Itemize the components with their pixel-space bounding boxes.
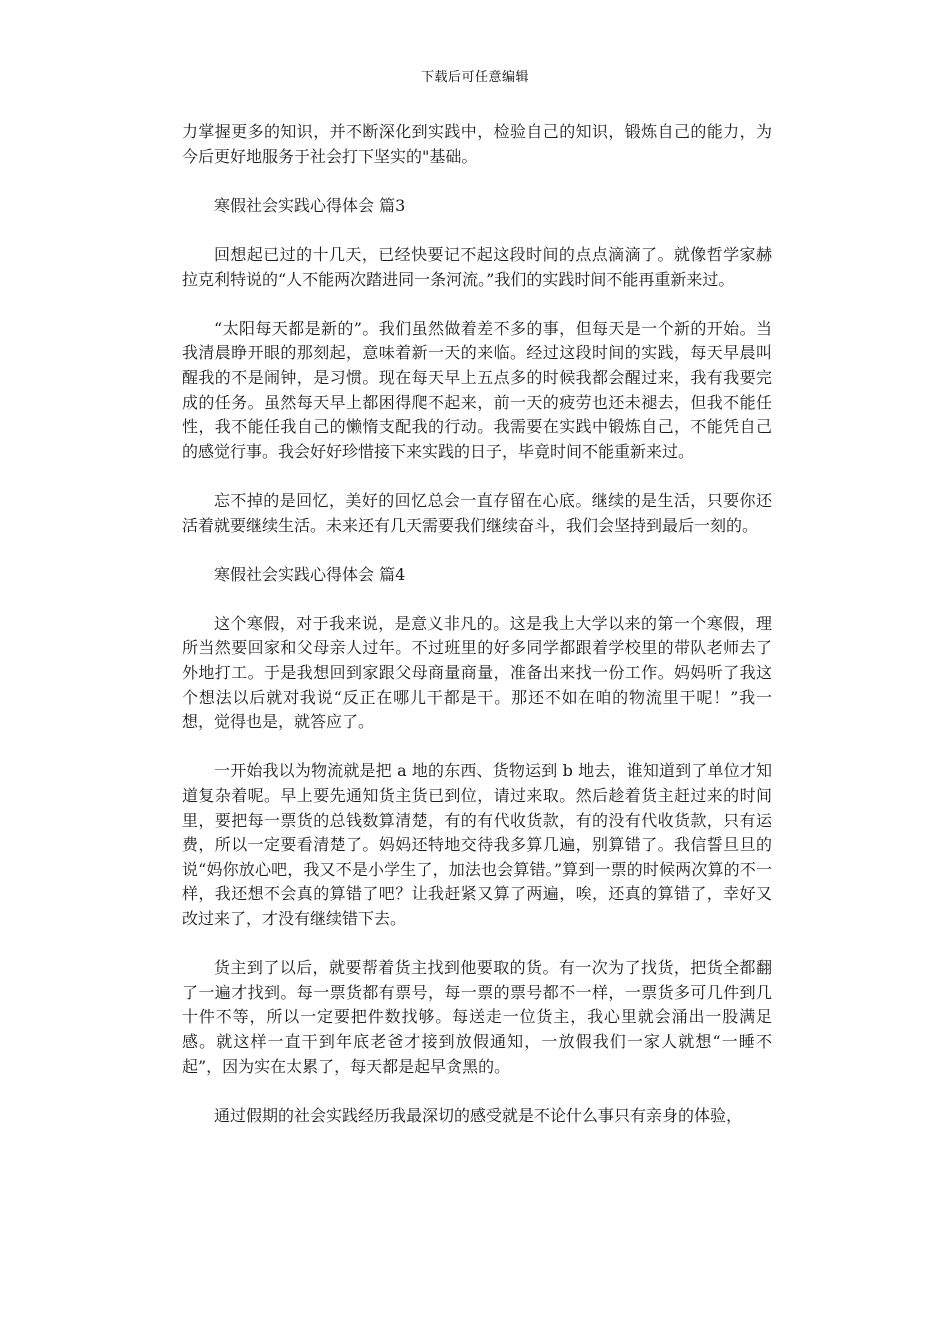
page-header: 下载后可任意编辑	[420, 70, 529, 85]
paragraph: 回想起已过的十几天，已经快要记不起这段时间的点点滴滴了。就像哲学家赫拉克利特说的“人不能两次踏进同一条河流。”我们的实践时间不能再重新来过。	[182, 244, 772, 289]
section-heading: 寒假社会实践心得体会 篇4	[214, 564, 406, 584]
paragraph: “太阳每天都是新的”。我们虽然做着差不多的事，但每天是一个新的开始。当我清晨睁开眼的那刻起，意味着新一天的来临。经过这段时间的实践，每天早晨叫醒我的不是闹钟，是习惯。现在每天早上五点多的时候我都会醒过来，我有我要完成的任务。虽然每天早上都困得爬不起来，前一天的疲劳也还未褪去，但我不能任性，我不能任我自己的懒惰支配我的行动。我需要在实践中锻炼自己，不能凭自己的感觉行事。我会好好珍惜接下来实践的日子，毕竟时间不能重新来过。	[182, 318, 772, 461]
paragraph: 通过假期的社会实践经历我最深切的感受就是不论什么事只有亲身的体验，	[214, 1105, 743, 1125]
paragraph: 一开始我以为物流就是把 a 地的东西、货物运到 b 地去，谁知道到了单位才知道复杂着呢。早上要先通知货主货已到位，请过来取。然后趁着货主赶过来的时间里，要把每一票货的总钱数算清楚，有的有代收货款，有的没有代收货款，只有运费，所以一定要看清楚了。妈妈还特地交待我多算几遍，别算错了。我信誓旦旦的说“妈你放心吧，我又不是小学生了，加法也会算错。”算到一票的时候两次算的不一样，我还想不会真的算错了吧？让我赶紧又算了两遍，唉，还真的算错了，幸好又改过来了，才没有继续错下去。	[182, 761, 772, 928]
section-heading: 寒假社会实践心得体会 篇3	[214, 195, 406, 215]
document-body	[182, 120, 772, 1128]
paragraph: 忘不掉的是回忆，美好的回忆总会一直存留在心底。继续的是生活，只要你还活着就要继续生活。未来还有几天需要我们继续奋斗，我们会坚持到最后一刻的。	[182, 490, 772, 535]
paragraph: 力掌握更多的知识，并不断深化到实践中，检验自己的知识，锻炼自己的能力，为今后更好地服务于社会打下坚实的"基础。	[182, 122, 772, 166]
paragraph: 货主到了以后，就要帮着货主找到他要取的货。有一次为了找货，把货全都翻了一遍才找到。每一票货都有票号，每一票的票号都不一样，一票货多可几件到几十件不等，所以一定要把件数找够。每送走一位货主，我心里就会涌出一股满足感。就这样一直干到年底老爸才接到放假通知，一放假我们一家人就想“一睡不起”，因为实在太累了，每天都是起早贪黑的。	[182, 958, 772, 1076]
paragraph: 这个寒假，对于我来说，是意义非凡的。这是我上大学以来的第一个寒假，理所当然要回家和父母亲人过年。不过班里的好多同学都跟着学校里的带队老师去了外地打工。于是我想回到家跟父母商量商量，准备出来找一份工作。妈妈听了我这个想法以后就对我说“反正在哪儿干都是干。那还不如在咱的物流里干呢！”我一想，觉得也是，就答应了。	[182, 613, 772, 732]
